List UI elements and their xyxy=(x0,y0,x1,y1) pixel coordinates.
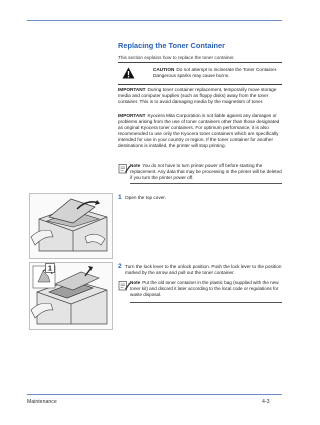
note-label-2: Note xyxy=(130,280,141,285)
note-rule-1 xyxy=(130,183,282,184)
note-block-2 xyxy=(118,280,283,304)
note-rule-2 xyxy=(130,302,282,303)
section-title: Replacing the Toner Container xyxy=(118,41,226,50)
caution-box xyxy=(118,62,282,85)
important-label-1: IMPORTANT xyxy=(118,87,146,92)
footer-page-number: 4-3 xyxy=(262,399,270,405)
important-label-2: IMPORTANT xyxy=(118,113,146,118)
step-text-1: Open the top cover. xyxy=(125,195,166,200)
note-label-1: Note xyxy=(130,163,141,168)
footer-section-name: Maintenance xyxy=(27,399,57,405)
step-number-1: 1 xyxy=(118,194,122,201)
note-text-1 xyxy=(130,163,282,181)
important-body-2: Kyocera Mita Corporation is not liable against any damages or problems arising from the use of toner containers other than those designated as original Kyocera toner containers. For optimum performance, it is also recommended to use only the Kyocera toner containers which are specifically intended for use in your country or region. If the toner container for another destinations is installed, the printer will stop printing. xyxy=(118,113,280,149)
caution-label: CAUTION xyxy=(153,67,175,72)
warning-triangle-icon xyxy=(122,67,135,79)
note-text-2 xyxy=(130,280,282,298)
important-paragraph-2 xyxy=(118,113,283,150)
note-body-1: You do not have to turn printer power off before starting the replacement. Any data that may be processing in the printer will be deleted if you turn the printer power off. xyxy=(130,163,282,180)
footer-rule xyxy=(27,394,282,395)
caution-body: Do not attempt to incinerate the Toner Container. Dangerous sparks may cause burns. xyxy=(153,67,278,78)
note-block-1 xyxy=(118,163,283,183)
figure-open-top-cover xyxy=(29,193,113,259)
important-paragraph-1 xyxy=(118,87,283,105)
figure-callout-1: 1 xyxy=(48,265,52,273)
figure-toner-removal xyxy=(29,262,113,330)
section-intro: This section explains how to replace the toner container. xyxy=(118,55,235,60)
step-text-2: Turn the lock lever to the unlock position. Push the lock lever to the position marked by the arrow and pull out the toner container. xyxy=(125,264,282,276)
note-body-2: Put the old toner container in the plastic bag (supplied with the new toner kit) and discard it later according to the local code or regulations for waste disposal. xyxy=(130,280,279,297)
important-body-1: During toner container replacement, temporarily move storage media and computer supplies (such as floppy disks) away from the toner container. This is to avoid damaging media by the magnetism of toner. xyxy=(118,87,277,105)
step-number-2: 2 xyxy=(118,263,122,270)
header-rule xyxy=(27,20,282,21)
caution-text xyxy=(153,67,279,79)
